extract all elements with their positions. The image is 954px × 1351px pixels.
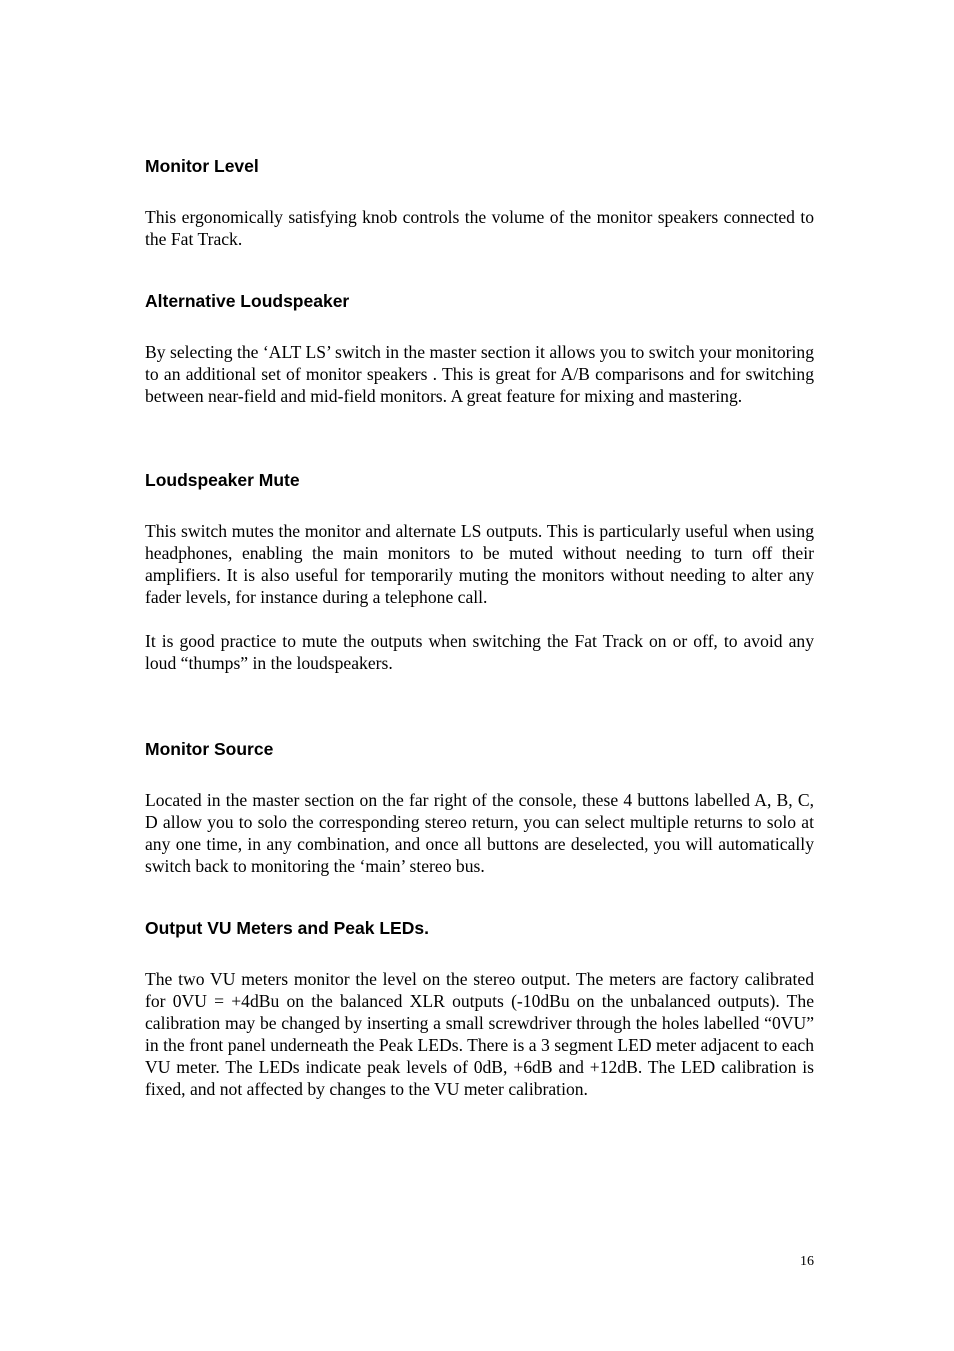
paragraph-monitor-level: This ergonomically satisfying knob controls the volume of the monitor speakers connected to the Fat Track.: [145, 207, 814, 249]
section-heading-alternative-loudspeaker: Alternative Loudspeaker: [145, 291, 350, 311]
paragraph-loudspeaker-mute-1: This switch mutes the monitor and alternate LS outputs. This is particularly useful when using headphones, enabling the main monitors to be muted without needing to turn off their amplifiers. It is also useful for temporarily muting the monitors without needing to alter any fader levels, for instance during a telephone call.: [145, 521, 814, 607]
page-number: 16: [800, 1254, 814, 1269]
section-heading-loudspeaker-mute: Loudspeaker Mute: [145, 470, 300, 490]
paragraph-output-vu-meters: The two VU meters monitor the level on the stereo output. The meters are factory calibrated for 0VU = +4dBu on the balanced XLR outputs (-10dBu on the unbalanced outputs). The calibration may be changed by inserting a small screwdriver through the holes labelled “0VU” in the front panel underneath the Peak LEDs. There is a 3 segment LED meter adjacent to each VU meter. The LEDs indicate peak levels of 0dB, +6dB and +12dB. The LED calibration is fixed, and not affected by changes to the VU meter calibration.: [145, 969, 814, 1099]
paragraph-loudspeaker-mute-2: It is good practice to mute the outputs when switching the Fat Track on or off, to avoid any loud “thumps” in the loudspeakers.: [145, 631, 814, 673]
section-heading-monitor-level: Monitor Level: [145, 156, 259, 176]
section-heading-output-vu-meters: Output VU Meters and Peak LEDs.: [145, 918, 429, 938]
paragraph-monitor-source: Located in the master section on the far right of the console, these 4 buttons labelled A, B, C, D allow you to solo the corresponding stereo return, you can select multiple returns to solo at any one time, in any combination, and once all buttons are deselected, you will automatically switch back to monitoring the ‘main’ stereo bus.: [145, 790, 814, 876]
section-heading-monitor-source: Monitor Source: [145, 739, 274, 759]
paragraph-alternative-loudspeaker: By selecting the ‘ALT LS’ switch in the master section it allows you to switch your monitoring to an additional set of monitor speakers . This is great for A/B comparisons and for switching between near-field and mid-field monitors. A great feature for mixing and mastering.: [145, 342, 814, 406]
